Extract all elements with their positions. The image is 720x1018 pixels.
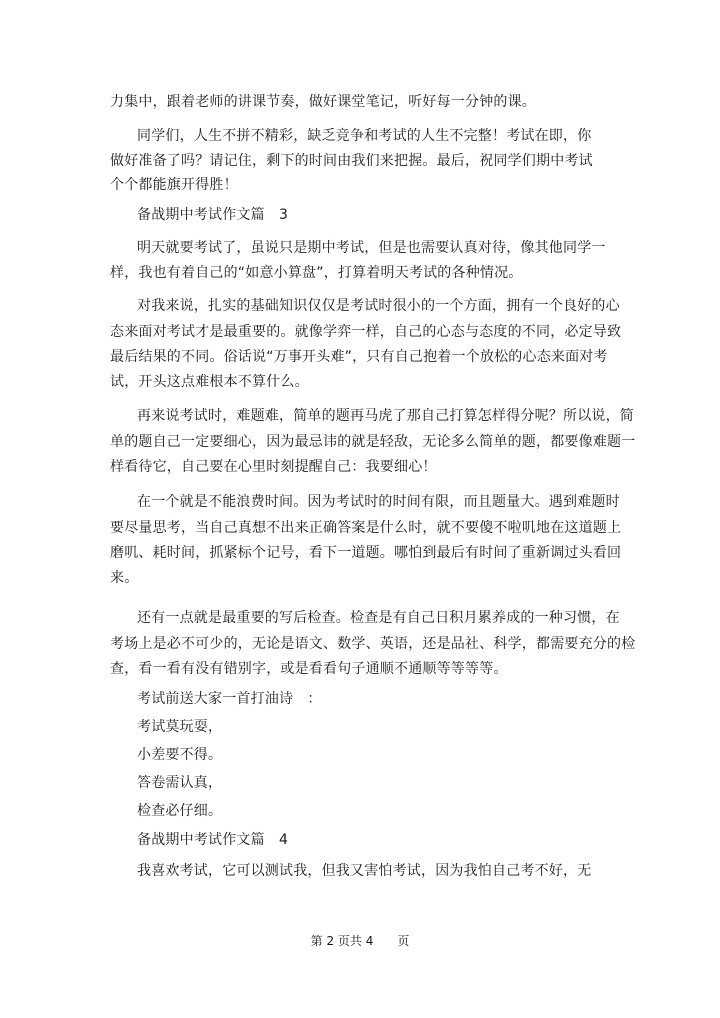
paragraph-line: 试，开头这点难根本不算什么。 xyxy=(110,374,309,390)
page-footer: 第 2 页共 4 页 xyxy=(310,934,410,948)
section-heading: 备战期中考试作文篇 4 xyxy=(137,832,289,848)
paragraph-line: 还有一点就是最重要的写后检查。检查是有自己日积月累养成的一种习惯，在 xyxy=(137,610,620,626)
paragraph-line: 要尽量思考，当自己真想不出来正确答案是什么时，就不要傻不啦叽地在这道题上 xyxy=(110,520,622,536)
paragraph-line: 再来说考试时，难题难，简单的题再马虎了那自己打算怎样得分呢？所以说，简 xyxy=(137,408,634,424)
paragraph-line: 考场上是必不可少的，无论是语文、数学、英语，还是品社、科学，都需要充分的检 xyxy=(110,636,636,652)
paragraph-line: 磨叽、耗时间，抓紧标个记号，看下一道题。哪怕到最后有时间了重新调过头看回 xyxy=(110,545,622,561)
paragraph-line: 做好准备了吗？请记住，剩下的时间由我们来把握。最后，祝同学们期中考试 xyxy=(110,153,593,169)
paragraph-line: 样看待它，自己要在心里时刻提醒自己：我要细心！ xyxy=(110,459,437,475)
paragraph-line: 力集中，跟着老师的讲课节奏，做好课堂笔记，听好每一分钟的课。 xyxy=(110,94,536,110)
paragraph-line: 查，看一看有没有错别字，或是看看句子通顺不通顺等等等等。 xyxy=(110,661,508,677)
paragraph-line: 来。 xyxy=(110,570,139,586)
paragraph-line: 在一个就是不能浪费时间。因为考试时的时间有限，而且题量大。遇到难题时 xyxy=(137,494,620,510)
paragraph-line: 单的题自己一定要细心，因为最忌讳的就是轻敌，无论多么简单的题，都要像难题一 xyxy=(110,434,636,450)
poem-line: 考试莫玩耍， xyxy=(137,719,223,735)
paragraph-line: 态来面对考试才是最重要的。就像学弈一样，自己的心态与态度的不同，必定导致 xyxy=(110,324,622,340)
paragraph-line: 同学们，人生不拼不精彩，缺乏竞争和考试的人生不完整！考试在即，你 xyxy=(137,128,592,144)
paragraph-line: 对我来说，扎实的基础知识仅仅是考试时很小的一个方面，拥有一个良好的心 xyxy=(137,298,620,314)
paragraph-line: 最后结果的不同。俗话说“万事开头难”，只有自己抱着一个放松的心态来面对考 xyxy=(110,349,608,365)
poem-line: 小差要不得。 xyxy=(137,747,223,763)
section-heading: 备战期中考试作文篇 3 xyxy=(137,207,289,223)
paragraph-line: 样，我也有着自己的“如意小算盘”，打算着明天考试的各种情况。 xyxy=(110,265,523,281)
paragraph-line: 我喜欢考试，它可以测试我，但我又害怕考试，因为我怕自己考不好，无 xyxy=(137,863,592,879)
paragraph-line: 明天就要考试了，虽说只是期中考试，但是也需要认真对待，像其他同学一 xyxy=(137,240,606,256)
paragraph-line: 个个都能旗开得胜！ xyxy=(110,177,238,193)
poem-line: 检查必仔细。 xyxy=(137,803,223,819)
poem-line: 答卷需认真， xyxy=(137,775,223,791)
poem-intro: 考试前送大家一首打油诗 ： xyxy=(137,691,322,707)
